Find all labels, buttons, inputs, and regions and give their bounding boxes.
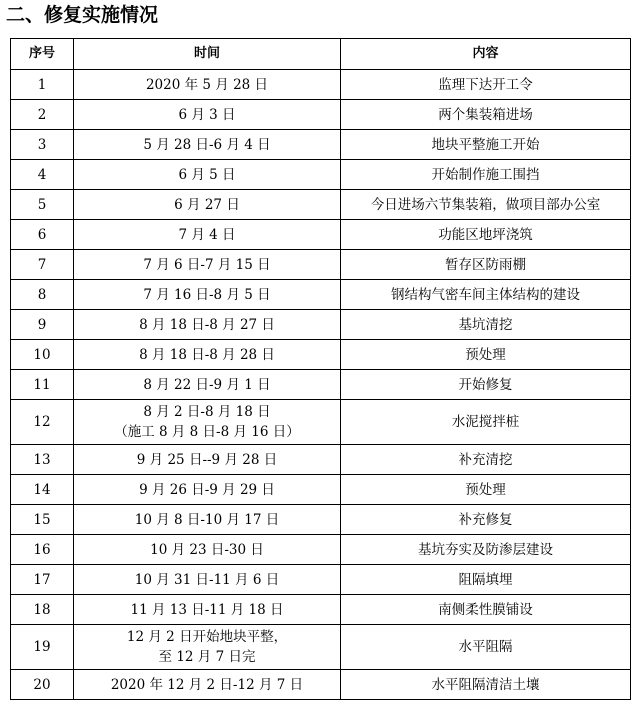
row-number-cell: 7 xyxy=(11,250,74,280)
row-number-cell: 3 xyxy=(11,130,74,160)
row-number-cell: 10 xyxy=(11,340,74,370)
time-text: 12 月 2 日开始地块平整， xyxy=(126,629,288,645)
row-number-cell: 5 xyxy=(11,190,74,220)
table-row xyxy=(11,505,631,535)
time-cell xyxy=(74,130,341,160)
time-cell xyxy=(74,670,341,700)
time-text: 10 月 8 日-10 月 17 日 xyxy=(134,511,280,528)
table-row xyxy=(11,130,631,160)
table-row xyxy=(11,535,631,565)
row-number-cell: 9 xyxy=(11,310,74,340)
row-number-cell: 17 xyxy=(11,565,74,595)
time-text: 8 月 22 日-9 月 1 日 xyxy=(143,376,271,393)
content-cell: 补充修复 xyxy=(341,505,631,535)
time-text: 8 月 18 日-8 月 28 日 xyxy=(139,346,275,363)
time-cell xyxy=(74,625,341,670)
time-text: 6 月 27 日 xyxy=(174,196,240,213)
implementation-schedule-table xyxy=(10,38,631,700)
content-cell: 预处理 xyxy=(341,475,631,505)
column-header-content: 内容 xyxy=(341,39,631,70)
content-cell: 钢结构气密车间主体结构的建设 xyxy=(341,280,631,310)
time-cell xyxy=(74,565,341,595)
content-cell: 水泥搅拌桩 xyxy=(341,400,631,445)
time-text: 7 月 16 日-8 月 5 日 xyxy=(143,286,271,303)
table-row xyxy=(11,595,631,625)
time-text: 6 月 3 日 xyxy=(178,106,236,123)
content-cell: 暂存区防雨棚 xyxy=(341,250,631,280)
time-text: 5 月 28 日-6 月 4 日 xyxy=(143,136,271,153)
row-number-cell: 12 xyxy=(11,400,74,445)
table-row xyxy=(11,625,631,670)
row-number-cell: 6 xyxy=(11,220,74,250)
content-cell: 两个集装箱进场 xyxy=(341,100,631,130)
content-cell: 今日进场六节集装箱，做项目部办公室 xyxy=(341,190,631,220)
column-header-no: 序号 xyxy=(11,39,74,70)
table-row xyxy=(11,670,631,700)
time-cell xyxy=(74,400,341,445)
time-text: 9 月 26 日-9 月 29 日 xyxy=(139,481,275,498)
time-cell xyxy=(74,280,341,310)
time-text: 7 月 4 日 xyxy=(178,226,236,243)
row-number-cell: 13 xyxy=(11,445,74,475)
time-text: 至 12 月 7 日完 xyxy=(158,649,256,665)
row-number-cell: 4 xyxy=(11,160,74,190)
time-cell xyxy=(74,475,341,505)
time-cell xyxy=(74,535,341,565)
time-text: 11 月 13 日-11 月 18 日 xyxy=(130,601,284,618)
row-number-cell: 2 xyxy=(11,100,74,130)
table-row xyxy=(11,445,631,475)
time-text: 2020 年 12 月 2 日-12 月 7 日 xyxy=(110,676,304,693)
time-text: 8 月 18 日-8 月 27 日 xyxy=(139,316,275,333)
row-number-cell: 18 xyxy=(11,595,74,625)
content-cell: 水平阻隔 xyxy=(341,625,631,670)
content-cell: 基坑夯实及防渗层建设 xyxy=(341,535,631,565)
row-number-cell: 1 xyxy=(11,70,74,100)
table-row xyxy=(11,100,631,130)
time-cell xyxy=(74,340,341,370)
time-cell xyxy=(74,160,341,190)
row-number-cell: 14 xyxy=(11,475,74,505)
time-cell xyxy=(74,595,341,625)
table-row xyxy=(11,70,631,100)
time-cell xyxy=(74,220,341,250)
time-cell xyxy=(74,100,341,130)
content-cell: 监理下达开工令 xyxy=(341,70,631,100)
time-text: 9 月 25 日--9 月 28 日 xyxy=(136,451,278,468)
table-row xyxy=(11,340,631,370)
row-number-cell: 15 xyxy=(11,505,74,535)
table-row xyxy=(11,310,631,340)
time-cell xyxy=(74,70,341,100)
time-text: 7 月 6 日-7 月 15 日 xyxy=(143,256,271,273)
time-cell xyxy=(74,445,341,475)
table-header-row xyxy=(11,39,631,70)
time-text: 6 月 5 日 xyxy=(178,166,236,183)
content-cell: 功能区地坪浇筑 xyxy=(341,220,631,250)
time-cell xyxy=(74,250,341,280)
content-cell: 补充清挖 xyxy=(341,445,631,475)
row-number-cell: 19 xyxy=(11,625,74,670)
content-cell: 南侧柔性膜铺设 xyxy=(341,595,631,625)
table-row xyxy=(11,250,631,280)
content-cell: 开始修复 xyxy=(341,370,631,400)
table-row xyxy=(11,400,631,445)
content-cell: 基坑清挖 xyxy=(341,310,631,340)
table-row xyxy=(11,370,631,400)
table-row xyxy=(11,220,631,250)
time-text: （施工 8 月 8 日-8 月 16 日） xyxy=(114,424,300,440)
time-text: 2020 年 5 月 28 日 xyxy=(145,76,269,93)
table-row xyxy=(11,190,631,220)
content-cell: 预处理 xyxy=(341,340,631,370)
table-row xyxy=(11,565,631,595)
table-row xyxy=(11,160,631,190)
time-cell xyxy=(74,190,341,220)
row-number-cell: 16 xyxy=(11,535,74,565)
section-heading: 二、修复实施情况 xyxy=(6,4,159,26)
time-text: 10 月 23 日-30 日 xyxy=(150,541,264,558)
time-cell xyxy=(74,370,341,400)
time-text: 10 月 31 日-11 月 6 日 xyxy=(134,571,280,588)
time-cell xyxy=(74,505,341,535)
table-row xyxy=(11,280,631,310)
time-text: 8 月 2 日-8 月 18 日 xyxy=(143,404,271,420)
column-header-time: 时间 xyxy=(74,39,341,70)
time-cell xyxy=(74,310,341,340)
content-cell: 开始制作施工围挡 xyxy=(341,160,631,190)
row-number-cell: 8 xyxy=(11,280,74,310)
row-number-cell: 11 xyxy=(11,370,74,400)
table-body xyxy=(11,70,631,700)
row-number-cell: 20 xyxy=(11,670,74,700)
table-row xyxy=(11,475,631,505)
content-cell: 阻隔填埋 xyxy=(341,565,631,595)
content-cell: 水平阻隔清洁土壤 xyxy=(341,670,631,700)
content-cell: 地块平整施工开始 xyxy=(341,130,631,160)
